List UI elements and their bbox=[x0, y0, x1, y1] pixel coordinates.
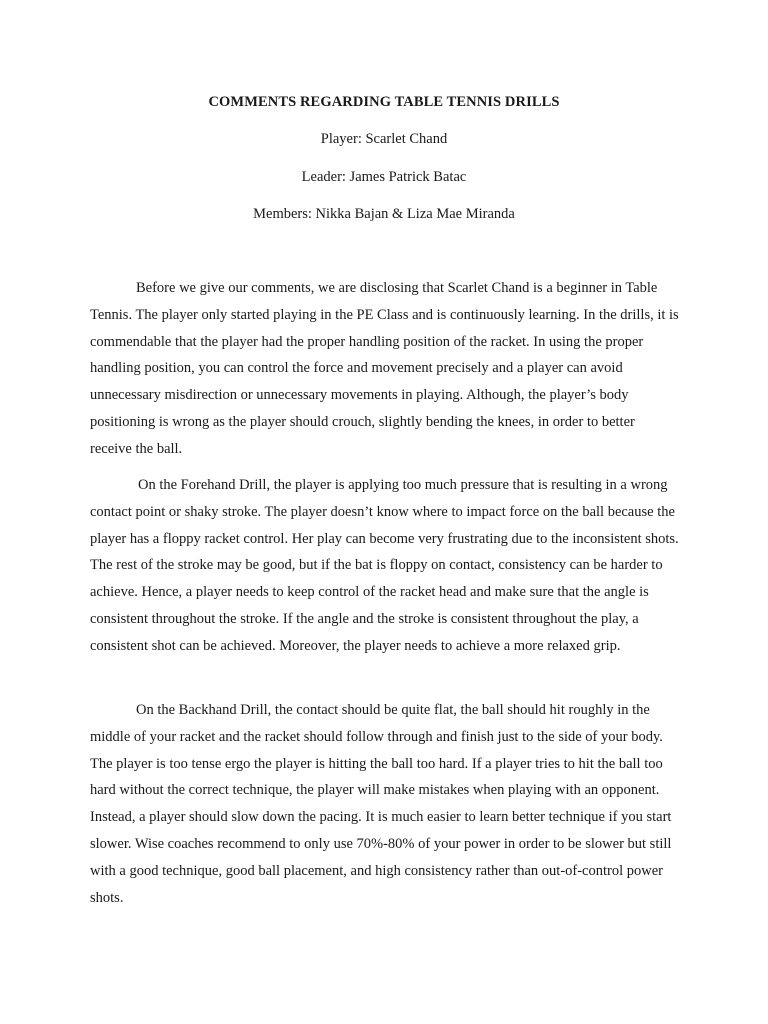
document-title: COMMENTS REGARDING TABLE TENNIS DRILLS bbox=[208, 94, 560, 110]
paragraph-forehand-drill: On the Forehand Drill, the player is applying too much pressure that is resulting in a wrong contact point or shaky stroke. The player doesn’t know where to impact force on the ball because the player has a floppy racket control. Her play can become very frustrating due to the inconsistent shots. The rest of the stroke may be good, but if the bat is floppy on contact, consistency can be harder to achieve. Hence, a player needs to keep control of the racket head and make sure that the angle is consistent throughout the stroke. If the angle and the stroke is consistent throughout the play, a consistent shot can be achieved. Moreover, the player needs to achieve a more relaxed grip. bbox=[90, 477, 679, 654]
paragraph-intro: Before we give our comments, we are disclosing that Scarlet Chand is a beginner in Table Tennis. The player only started playing in the PE Class and is continuously learning. In the drills, it is commendable that the player had the proper handling position of the racket. In using the proper handling position, you can control the force and movement precisely and a player can avoid unnecessary misdirection or unnecessary movements in playing. Although, the player’s body positioning is wrong as the player should crouch, slightly bending the knees, in order to better receive the ball. bbox=[90, 280, 679, 457]
leader-line: Leader: James Patrick Batac bbox=[301, 169, 467, 185]
player-line: Player: Scarlet Chand bbox=[320, 131, 448, 147]
paragraph-backhand-drill: On the Backhand Drill, the contact should be quite flat, the ball should hit roughly in the middle of your racket and the racket should follow through and finish just to the side of your body. The player is too tense ergo the player is hitting the ball too hard. If a player tries to hit the ball too hard without the correct technique, the player will make mistakes when playing with an opponent. Instead, a player should slow down the pacing. It is much easier to learn better technique if you start slower. Wise coaches recommend to only use 70%-80% of your power in order to be slower but still with a good technique, good ball placement, and high consistency rather than out-of-control power shots. bbox=[90, 702, 672, 906]
members-line: Members: Nikka Bajan & Liza Mae Miranda bbox=[253, 206, 515, 222]
